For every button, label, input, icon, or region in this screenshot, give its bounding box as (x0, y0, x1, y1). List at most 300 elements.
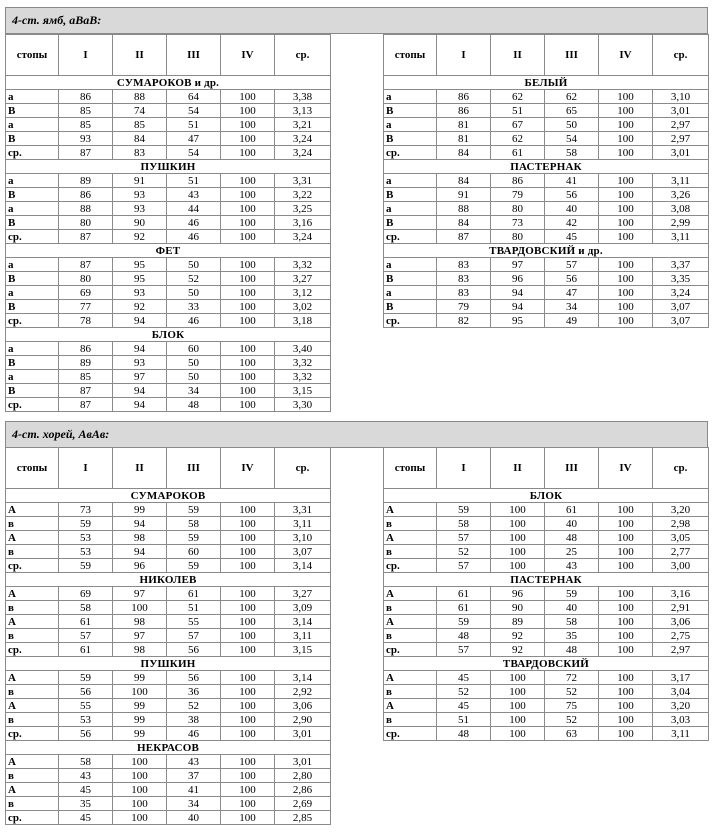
table-cell: 3,20 (653, 699, 709, 713)
table-cell: 83 (437, 286, 491, 300)
poet-group-header: ПУШКИН (6, 657, 331, 671)
table-cell: 56 (59, 685, 113, 699)
table-cell: 3,06 (275, 699, 331, 713)
table-cell: 3,01 (275, 727, 331, 741)
row-label: В (384, 104, 437, 118)
row-label: в (6, 713, 59, 727)
table-row (384, 286, 709, 300)
table-cell: 62 (545, 90, 599, 104)
column-header: IV (599, 35, 653, 76)
table-row (384, 643, 709, 657)
column-header: I (437, 448, 491, 489)
table-cell: 93 (113, 202, 167, 216)
table-cell: 3,24 (275, 132, 331, 146)
column-header: ср. (275, 448, 331, 489)
table-cell: 3,22 (275, 188, 331, 202)
row-label: а (6, 342, 59, 356)
table-cell: 100 (599, 601, 653, 615)
table-cell: 40 (545, 517, 599, 531)
table-cell: 100 (491, 545, 545, 559)
table-cell: 100 (113, 685, 167, 699)
table-row (6, 797, 331, 811)
column-header: ср. (653, 35, 709, 76)
table-cell: 100 (599, 727, 653, 741)
data-table (383, 34, 709, 328)
table-cell: 93 (59, 132, 113, 146)
table-cell: 3,38 (275, 90, 331, 104)
table-cell: 100 (491, 559, 545, 573)
table-cell: 3,17 (653, 671, 709, 685)
table-cell: 3,01 (275, 755, 331, 769)
table-cell: 100 (221, 356, 275, 370)
row-label: А (6, 615, 59, 629)
table-row (6, 342, 331, 356)
table-cell: 94 (113, 314, 167, 328)
table-cell: 54 (167, 146, 221, 160)
table-cell: 3,31 (275, 174, 331, 188)
table-cell: 3,13 (275, 104, 331, 118)
table-cell: 63 (545, 727, 599, 741)
table-cell: 3,27 (275, 272, 331, 286)
table-cell: 45 (545, 230, 599, 244)
table-cell: 100 (491, 517, 545, 531)
table-cell: 95 (491, 314, 545, 328)
row-label: а (384, 202, 437, 216)
table-row (6, 202, 331, 216)
table-cell: 89 (491, 615, 545, 629)
table-cell: 80 (491, 202, 545, 216)
table-cell: 100 (221, 314, 275, 328)
table-cell: 57 (437, 559, 491, 573)
row-label: ср. (384, 559, 437, 573)
table-cell: 96 (491, 272, 545, 286)
table-row (6, 615, 331, 629)
table-cell: 90 (491, 601, 545, 615)
table-row (6, 188, 331, 202)
table-cell: 100 (221, 559, 275, 573)
table-cell: 43 (167, 188, 221, 202)
row-label: в (6, 769, 59, 783)
table-cell: 92 (491, 629, 545, 643)
table-cell: 3,11 (275, 629, 331, 643)
poet-group-header: НИКОЛЕВ (6, 573, 331, 587)
table-row (384, 230, 709, 244)
table-cell: 98 (113, 531, 167, 545)
column-header: III (545, 35, 599, 76)
table-cell: 2,69 (275, 797, 331, 811)
poet-group-header: БЛОК (384, 489, 709, 503)
column-header: стопы (6, 448, 59, 489)
row-label: ср. (6, 727, 59, 741)
row-label: В (384, 216, 437, 230)
table-cell: 3,05 (653, 531, 709, 545)
row-label: А (384, 615, 437, 629)
row-label: В (6, 104, 59, 118)
row-label: в (6, 797, 59, 811)
table-cell: 51 (437, 713, 491, 727)
header-row (384, 35, 709, 76)
table-cell: 43 (59, 769, 113, 783)
table-cell: 58 (545, 146, 599, 160)
table-cell: 46 (167, 230, 221, 244)
table-cell: 40 (167, 811, 221, 825)
table-cell: 57 (437, 643, 491, 657)
row-label: В (384, 300, 437, 314)
table-row (6, 531, 331, 545)
column-header: ср. (275, 35, 331, 76)
table-cell: 25 (545, 545, 599, 559)
table-cell: 85 (59, 370, 113, 384)
table-cell: 99 (113, 671, 167, 685)
table-cell: 2,98 (653, 517, 709, 531)
table-row (384, 272, 709, 286)
table-cell: 3,04 (653, 685, 709, 699)
table-cell: 3,20 (653, 503, 709, 517)
table-cell: 59 (167, 559, 221, 573)
row-label: А (6, 503, 59, 517)
table-cell: 86 (59, 188, 113, 202)
table-cell: 56 (167, 671, 221, 685)
row-label: В (384, 272, 437, 286)
poet-group-header: ПУШКИН (6, 160, 331, 174)
table-cell: 3,25 (275, 202, 331, 216)
table-cell: 3,14 (275, 671, 331, 685)
table-cell: 80 (59, 272, 113, 286)
table-cell: 3,16 (275, 216, 331, 230)
data-table (5, 447, 331, 825)
table-row (384, 615, 709, 629)
table-cell: 3,08 (653, 202, 709, 216)
table-row (6, 398, 331, 412)
table-cell: 3,16 (653, 587, 709, 601)
table-cell: 100 (491, 713, 545, 727)
table-cell: 59 (59, 559, 113, 573)
row-label: А (6, 587, 59, 601)
table-cell: 100 (221, 272, 275, 286)
table-cell: 58 (167, 517, 221, 531)
row-label: ср. (384, 643, 437, 657)
table-row (6, 713, 331, 727)
row-label: в (384, 685, 437, 699)
table-cell: 93 (113, 188, 167, 202)
table-cell: 59 (59, 517, 113, 531)
table-cell: 100 (221, 132, 275, 146)
table-cell: 100 (599, 188, 653, 202)
row-label: а (6, 118, 59, 132)
table-cell: 81 (437, 118, 491, 132)
table-cell: 61 (545, 503, 599, 517)
table-cell: 100 (599, 146, 653, 160)
column-header: IV (221, 35, 275, 76)
table-cell: 51 (491, 104, 545, 118)
table-cell: 67 (491, 118, 545, 132)
poet-group-header: НЕКРАСОВ (6, 741, 331, 755)
row-label: ср. (384, 727, 437, 741)
table-cell: 87 (59, 398, 113, 412)
table-cell: 100 (599, 629, 653, 643)
table-cell: 2,85 (275, 811, 331, 825)
table-cell: 83 (437, 258, 491, 272)
table-cell: 89 (59, 174, 113, 188)
table-cell: 100 (221, 188, 275, 202)
table-cell: 100 (113, 811, 167, 825)
table-cell: 100 (599, 90, 653, 104)
table-row (384, 104, 709, 118)
table-cell: 86 (491, 174, 545, 188)
table-row (384, 601, 709, 615)
table-cell: 100 (221, 300, 275, 314)
row-label: ср. (6, 230, 59, 244)
row-label: в (384, 545, 437, 559)
row-label: ср. (6, 314, 59, 328)
table-cell: 100 (221, 685, 275, 699)
table-cell: 100 (221, 503, 275, 517)
row-label: а (6, 202, 59, 216)
poet-group-header: СУМАРОКОВ (6, 489, 331, 503)
row-label: в (6, 545, 59, 559)
table-cell: 2,80 (275, 769, 331, 783)
table-cell: 3,02 (275, 300, 331, 314)
table-cell: 3,11 (653, 230, 709, 244)
poet-group-header: ТВАРДОВСКИЙ и др. (384, 244, 709, 258)
table-cell: 3,27 (275, 587, 331, 601)
table-row (6, 811, 331, 825)
table-cell: 100 (491, 671, 545, 685)
table-cell: 52 (545, 713, 599, 727)
table-cell: 46 (167, 216, 221, 230)
table-row (384, 132, 709, 146)
table-cell: 93 (113, 286, 167, 300)
table-cell: 38 (167, 713, 221, 727)
table-cell: 3,12 (275, 286, 331, 300)
column-header: III (167, 448, 221, 489)
table-cell: 34 (167, 384, 221, 398)
table-row (384, 713, 709, 727)
table-cell: 88 (59, 202, 113, 216)
row-label: А (6, 783, 59, 797)
row-label: В (6, 384, 59, 398)
table-row (384, 314, 709, 328)
row-label: А (384, 587, 437, 601)
table-cell: 65 (545, 104, 599, 118)
table-cell: 2,77 (653, 545, 709, 559)
table-cell: 82 (437, 314, 491, 328)
table-cell: 100 (221, 727, 275, 741)
table-cell: 48 (545, 531, 599, 545)
column-header: II (113, 35, 167, 76)
table-cell: 41 (545, 174, 599, 188)
table-cell: 47 (545, 286, 599, 300)
table-cell: 2,97 (653, 118, 709, 132)
table-row (384, 727, 709, 741)
row-label: ср. (6, 398, 59, 412)
table-cell: 3,01 (653, 104, 709, 118)
table-row (6, 671, 331, 685)
table-cell: 40 (545, 202, 599, 216)
table-cell: 100 (221, 601, 275, 615)
header-row (6, 448, 331, 489)
table-cell: 98 (113, 643, 167, 657)
table-cell: 94 (491, 300, 545, 314)
table-cell: 53 (59, 713, 113, 727)
table-cell: 3,01 (653, 146, 709, 160)
table-cell: 59 (167, 503, 221, 517)
row-label: ср. (6, 146, 59, 160)
table-cell: 83 (113, 146, 167, 160)
table-row (6, 104, 331, 118)
row-label: ср. (384, 230, 437, 244)
row-label: В (384, 188, 437, 202)
table-row (384, 685, 709, 699)
table-cell: 100 (221, 643, 275, 657)
table-cell: 87 (59, 146, 113, 160)
table-cell: 3,15 (275, 384, 331, 398)
poet-group-header: ПАСТЕРНАК (384, 573, 709, 587)
table-cell: 56 (545, 272, 599, 286)
table-cell: 93 (113, 356, 167, 370)
table-cell: 100 (221, 699, 275, 713)
table-cell: 97 (113, 587, 167, 601)
row-label: а (6, 174, 59, 188)
row-label: в (6, 517, 59, 531)
poet-group-header: ТВАРДОВСКИЙ (384, 657, 709, 671)
table-cell: 56 (545, 188, 599, 202)
table-row (384, 216, 709, 230)
table-cell: 94 (113, 398, 167, 412)
table-cell: 3,24 (275, 230, 331, 244)
table-cell: 58 (437, 517, 491, 531)
table-cell: 3,32 (275, 356, 331, 370)
poet-group-header: ПАСТЕРНАК (384, 160, 709, 174)
table-cell: 100 (221, 342, 275, 356)
table-cell: 52 (545, 685, 599, 699)
table-cell: 100 (491, 685, 545, 699)
row-label: а (6, 258, 59, 272)
table-cell: 94 (113, 342, 167, 356)
table-cell: 100 (221, 517, 275, 531)
table-cell: 100 (221, 174, 275, 188)
table-cell: 33 (167, 300, 221, 314)
table-cell: 2,92 (275, 685, 331, 699)
table-cell: 51 (167, 601, 221, 615)
table-row (384, 587, 709, 601)
table-cell: 3,07 (653, 300, 709, 314)
table-cell: 99 (113, 727, 167, 741)
table-cell: 50 (167, 370, 221, 384)
table-cell: 73 (491, 216, 545, 230)
table-cell: 58 (59, 601, 113, 615)
table-row (384, 90, 709, 104)
table-cell: 99 (113, 713, 167, 727)
table-cell: 100 (599, 503, 653, 517)
table-cell: 80 (491, 230, 545, 244)
table-cell: 100 (599, 545, 653, 559)
table-cell: 35 (545, 629, 599, 643)
table-cell: 84 (437, 216, 491, 230)
table-row (6, 699, 331, 713)
poet-group-header: БЕЛЫЙ (384, 76, 709, 90)
table-cell: 61 (437, 601, 491, 615)
column-header: стопы (6, 35, 59, 76)
table-cell: 100 (113, 601, 167, 615)
table-cell: 83 (437, 272, 491, 286)
table-cell: 61 (437, 587, 491, 601)
table-row (6, 559, 331, 573)
table-cell: 78 (59, 314, 113, 328)
table-row (6, 384, 331, 398)
table-cell: 100 (599, 272, 653, 286)
table-cell: 87 (59, 258, 113, 272)
table-cell: 86 (59, 90, 113, 104)
table-cell: 95 (113, 258, 167, 272)
column-header: II (113, 448, 167, 489)
table-cell: 51 (167, 118, 221, 132)
table-cell: 48 (437, 727, 491, 741)
table-cell: 36 (167, 685, 221, 699)
row-label: а (384, 90, 437, 104)
table-cell: 69 (59, 587, 113, 601)
table-row (6, 272, 331, 286)
table-cell: 100 (221, 545, 275, 559)
table-cell: 2,99 (653, 216, 709, 230)
table-cell: 2,90 (275, 713, 331, 727)
table-row (384, 118, 709, 132)
table-cell: 100 (221, 783, 275, 797)
table-row (6, 230, 331, 244)
table-cell: 100 (491, 503, 545, 517)
row-label: А (384, 531, 437, 545)
table-cell: 100 (221, 398, 275, 412)
table-cell: 58 (545, 615, 599, 629)
table-cell: 54 (545, 132, 599, 146)
table-row (6, 286, 331, 300)
data-table (5, 34, 331, 412)
table-cell: 57 (437, 531, 491, 545)
table-cell: 100 (599, 132, 653, 146)
table-cell: 100 (599, 300, 653, 314)
table-cell: 100 (221, 146, 275, 160)
table-cell: 100 (221, 118, 275, 132)
row-label: в (384, 629, 437, 643)
poet-group-header: СУМАРОКОВ и др. (6, 76, 331, 90)
table-cell: 100 (599, 615, 653, 629)
table-cell: 45 (437, 671, 491, 685)
row-label: В (6, 272, 59, 286)
table-cell: 85 (113, 118, 167, 132)
table-row (6, 601, 331, 615)
table-cell: 43 (545, 559, 599, 573)
table-cell: 94 (113, 384, 167, 398)
table-cell: 100 (221, 216, 275, 230)
row-label: В (6, 188, 59, 202)
header-row (384, 448, 709, 489)
table-cell: 49 (545, 314, 599, 328)
table-cell: 3,30 (275, 398, 331, 412)
row-label: В (6, 216, 59, 230)
table-row (384, 545, 709, 559)
row-label: А (384, 671, 437, 685)
row-label: а (6, 370, 59, 384)
table-row (6, 314, 331, 328)
table-cell: 92 (113, 300, 167, 314)
table-cell: 50 (545, 118, 599, 132)
table-cell: 3,40 (275, 342, 331, 356)
table-cell: 3,31 (275, 503, 331, 517)
table-cell: 100 (599, 685, 653, 699)
table-cell: 90 (113, 216, 167, 230)
table-cell: 96 (113, 559, 167, 573)
table-cell: 100 (113, 797, 167, 811)
